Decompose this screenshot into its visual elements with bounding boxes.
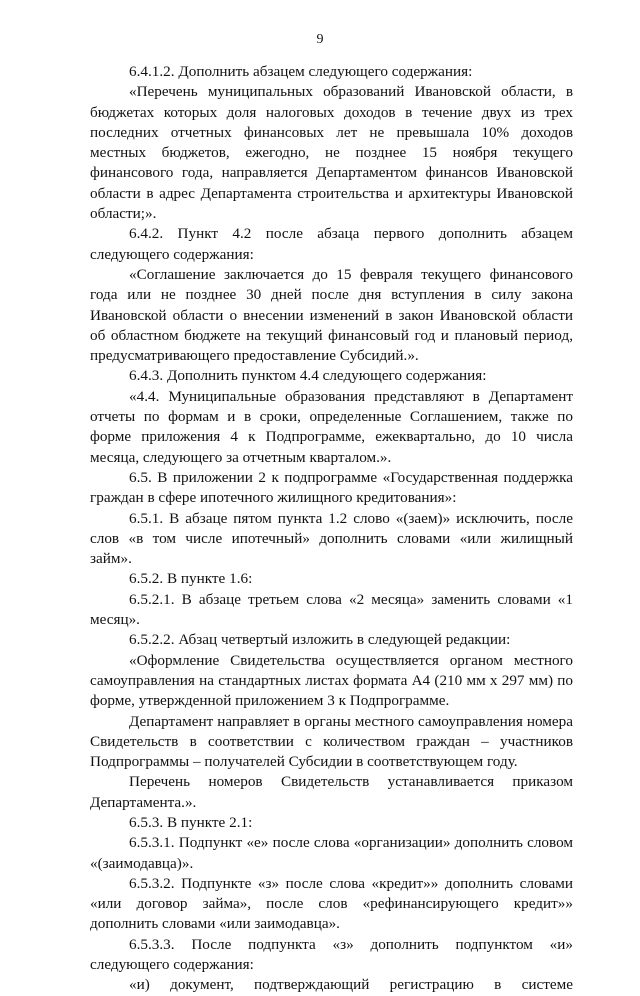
paragraph-6-5-3-1: 6.5.3.1. Подпункт «е» после слова «организации» дополнить словом «(заимодавца)». bbox=[90, 834, 573, 872]
paragraph-6-5-3-3: 6.5.3.3. После подпункта «з» дополнить подпунктом «и» следующего содержания: bbox=[90, 935, 573, 974]
document-body bbox=[90, 62, 573, 996]
paragraph-4-4: «4.4. Муниципальные образования представляют в Департамент отчеты по формам и в сроки, определенные Соглашением, также по форме приложения 4 к Подпрограмме, ежеквартально, до 10 числа месяца, следующего за отчетным кварталом.». bbox=[90, 387, 573, 466]
paragraph-6-4-3: 6.4.3. Дополнить пунктом 4.4 следующего содержания: bbox=[129, 367, 487, 385]
paragraph-6-5-2-2: 6.5.2.2. Абзац четвертый изложить в следующей редакции: bbox=[129, 631, 511, 649]
paragraph-6-4-1-2: 6.4.1.2. Дополнить абзацем следующего содержания: bbox=[129, 63, 473, 80]
paragraph-6-5: 6.5. В приложении 2 к подпрограмме «Государственная поддержка граждан в сфере ипотечного жилищного кредитования»: bbox=[90, 468, 573, 507]
paragraph-certificate: «Оформление Свидетельства осуществляется органом местного самоуправления на стандартных листах формата А4 (210 мм х 297 мм) по форме, утвержденной приложением 3 к Подпрограмме. bbox=[90, 651, 573, 710]
paragraph-6-5-2-1: 6.5.2.1. В абзаце третьем слова «2 месяца» заменить словами «1 месяц». bbox=[90, 590, 573, 629]
paragraph-municipal-list: «Перечень муниципальных образований Ивановской области, в бюджетах которых доля налоговых доходов в течение двух из трех последних отчетных финансовых лет не превышала 10% доходов местных бюджетов, ежегодно, не позднее 15 ноября текущего финансового года, направляется Департаментом финансов Ивановской области в адрес Департамента строительства и архитектуры Ивановской области;». bbox=[90, 83, 573, 223]
page-number: 9 bbox=[316, 32, 324, 47]
paragraph-6-4-2: 6.4.2. Пункт 4.2 после абзаца первого дополнить абзацем следующего содержания: bbox=[90, 225, 573, 263]
paragraph-subitem-i: «и) документ, подтверждающий регистрацию в системе bbox=[129, 976, 573, 994]
paragraph-6-5-2: 6.5.2. В пункте 1.6: bbox=[129, 570, 253, 588]
paragraph-agreement: «Соглашение заключается до 15 февраля текущего финансового года или не позднее 30 дней после дня вступления в силу закона Ивановской области о внесении изменений в закон Ивановской области об областном бюджете на текущий финансовый год и плановый период, предусматривающего предоставление Субсидий.». bbox=[90, 265, 573, 365]
paragraph-6-5-3: 6.5.3. В пункте 2.1: bbox=[129, 813, 253, 831]
paragraph-6-5-1: 6.5.1. В абзаце пятом пункта 1.2 слово «(заем)» исключить, после слов «в том числе ипотечный» дополнить словами «или жилищный займ». bbox=[90, 509, 573, 568]
paragraph-6-5-3-2: 6.5.3.2. Подпункте «з» после слова «кредит»» дополнить словами «или договор займа», после слов «рефинансирующего кредит»» дополнить словами «или заимодавца». bbox=[90, 874, 573, 933]
paragraph-list-numbers: Перечень номеров Свидетельств устанавливается приказом Департамента.». bbox=[90, 773, 573, 811]
paragraph-department-sends: Департамент направляет в органы местного самоуправления номера Свидетельств в соответствии с количеством граждан – участников Подпрограммы – получателей Субсидии в соответствующем году. bbox=[90, 712, 573, 771]
